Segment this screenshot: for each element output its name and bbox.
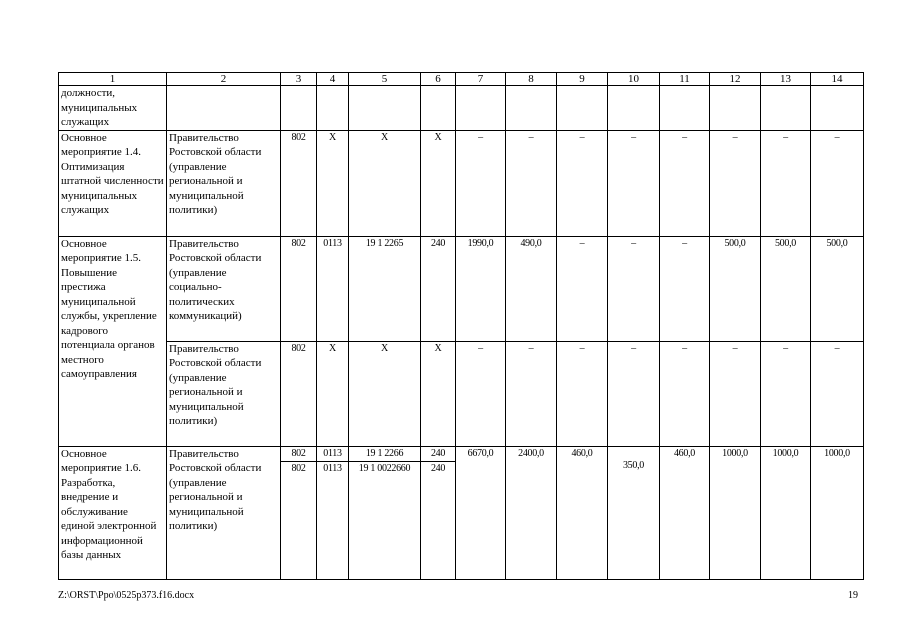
value-cell: – (811, 130, 864, 236)
grbs-cell: 802 (281, 236, 317, 341)
value-cell: 500,0 (710, 236, 761, 341)
value-cell: – (710, 341, 761, 446)
value-cell: 350,0 (608, 446, 660, 580)
value-cell: 460,0 (660, 446, 710, 580)
executor-cell: Правительство Ростовской области (управление социально-политических коммуникаций) (167, 236, 281, 341)
rzpr-cell: 0113 (317, 236, 349, 341)
header-cell: 2 (167, 73, 281, 86)
vr-cell: Х (421, 341, 456, 446)
value-cell: – (660, 341, 710, 446)
header-row (59, 73, 864, 86)
executor-cell: Правительство Ростовской области (управление региональной и муниципальной политики) (167, 130, 281, 236)
grbs-cell: 802 (281, 446, 317, 462)
table-row (59, 130, 864, 236)
table-row (59, 446, 864, 462)
rzpr-cell: 0113 (317, 462, 349, 580)
table-cell (281, 86, 317, 131)
table-row (59, 341, 864, 446)
value-cell: – (557, 341, 608, 446)
value-cell: – (608, 130, 660, 236)
executor-cell: Правительство Ростовской области (управление региональной и муниципальной политики) (167, 446, 281, 580)
event-name-cell: должности, муниципальных служащих (59, 86, 167, 131)
table-row (59, 236, 864, 341)
value-cell: – (506, 130, 557, 236)
value-cell: – (456, 341, 506, 446)
value-cell: – (761, 130, 811, 236)
event-name-cell: Основное мероприятие 1.4. Оптимизация штатной численности муниципальных служащих (59, 130, 167, 236)
grbs-cell: 802 (281, 130, 317, 236)
grbs-cell: 802 (281, 341, 317, 446)
vr-cell: Х (421, 130, 456, 236)
budget-table (58, 72, 864, 580)
header-cell: 5 (349, 73, 421, 86)
value-cell: 1000,0 (710, 446, 761, 580)
table-cell (506, 86, 557, 131)
header-cell: 14 (811, 73, 864, 86)
header-cell: 12 (710, 73, 761, 86)
value-cell: – (557, 236, 608, 341)
csr-cell: 19 1 2266 (349, 446, 421, 462)
page-number: 19 (848, 590, 858, 601)
value-cell: 1990,0 (456, 236, 506, 341)
value-cell: – (660, 236, 710, 341)
header-cell: 3 (281, 73, 317, 86)
file-path: Z:\ORST\Ppo\0525p373.f16.docx (58, 590, 195, 601)
value-cell: – (506, 341, 557, 446)
value-cell: 6670,0 (456, 446, 506, 580)
value-cell: – (761, 341, 811, 446)
value-cell: 500,0 (761, 236, 811, 341)
value-cell: – (710, 130, 761, 236)
value-cell: – (608, 341, 660, 446)
value-cell: 1000,0 (811, 446, 864, 580)
executor-cell (167, 86, 281, 131)
csr-cell: Х (349, 130, 421, 236)
table-cell (317, 86, 349, 131)
header-cell: 4 (317, 73, 349, 86)
table-cell (761, 86, 811, 131)
value-cell: 2400,0 (506, 446, 557, 580)
rzpr-cell: 0113 (317, 446, 349, 462)
value-cell: – (811, 341, 864, 446)
header-cell: 9 (557, 73, 608, 86)
grbs-cell: 802 (281, 462, 317, 580)
table-cell (456, 86, 506, 131)
header-cell: 8 (506, 73, 557, 86)
rzpr-cell: Х (317, 341, 349, 446)
header-cell: 1 (59, 73, 167, 86)
table-cell (557, 86, 608, 131)
csr-cell: Х (349, 341, 421, 446)
table-cell (349, 86, 421, 131)
table-cell (811, 86, 864, 131)
header-cell: 10 (608, 73, 660, 86)
event-name-cell: Основное мероприятие 1.5. Повышение престижа муниципальной службы, укрепление кадрового потенциала органов местного самоуправления (59, 236, 167, 446)
executor-cell: Правительство Ростовской области (управление региональной и муниципальной политики) (167, 341, 281, 446)
header-cell: 7 (456, 73, 506, 86)
header-cell: 13 (761, 73, 811, 86)
vr-cell: 240 (421, 446, 456, 462)
value-cell: 500,0 (811, 236, 864, 341)
header-cell: 11 (660, 73, 710, 86)
table-cell (421, 86, 456, 131)
value-cell: 460,0 (557, 446, 608, 580)
value-cell: – (608, 236, 660, 341)
vr-cell: 240 (421, 462, 456, 580)
value-cell: 490,0 (506, 236, 557, 341)
table-cell (608, 86, 660, 131)
event-name-cell: Основное мероприятие 1.6. Разработка, внедрение и обслуживание единой электронной информационной базы данных (59, 446, 167, 580)
value-cell: – (557, 130, 608, 236)
value-cell: – (456, 130, 506, 236)
header-cell: 6 (421, 73, 456, 86)
value-cell: 1000,0 (761, 446, 811, 580)
csr-cell: 19 1 2265 (349, 236, 421, 341)
table-cell (710, 86, 761, 131)
vr-cell: 240 (421, 236, 456, 341)
table-row (59, 86, 864, 131)
csr-cell: 19 1 0022660 (349, 462, 421, 580)
rzpr-cell: Х (317, 130, 349, 236)
value-cell: – (660, 130, 710, 236)
table-cell (660, 86, 710, 131)
